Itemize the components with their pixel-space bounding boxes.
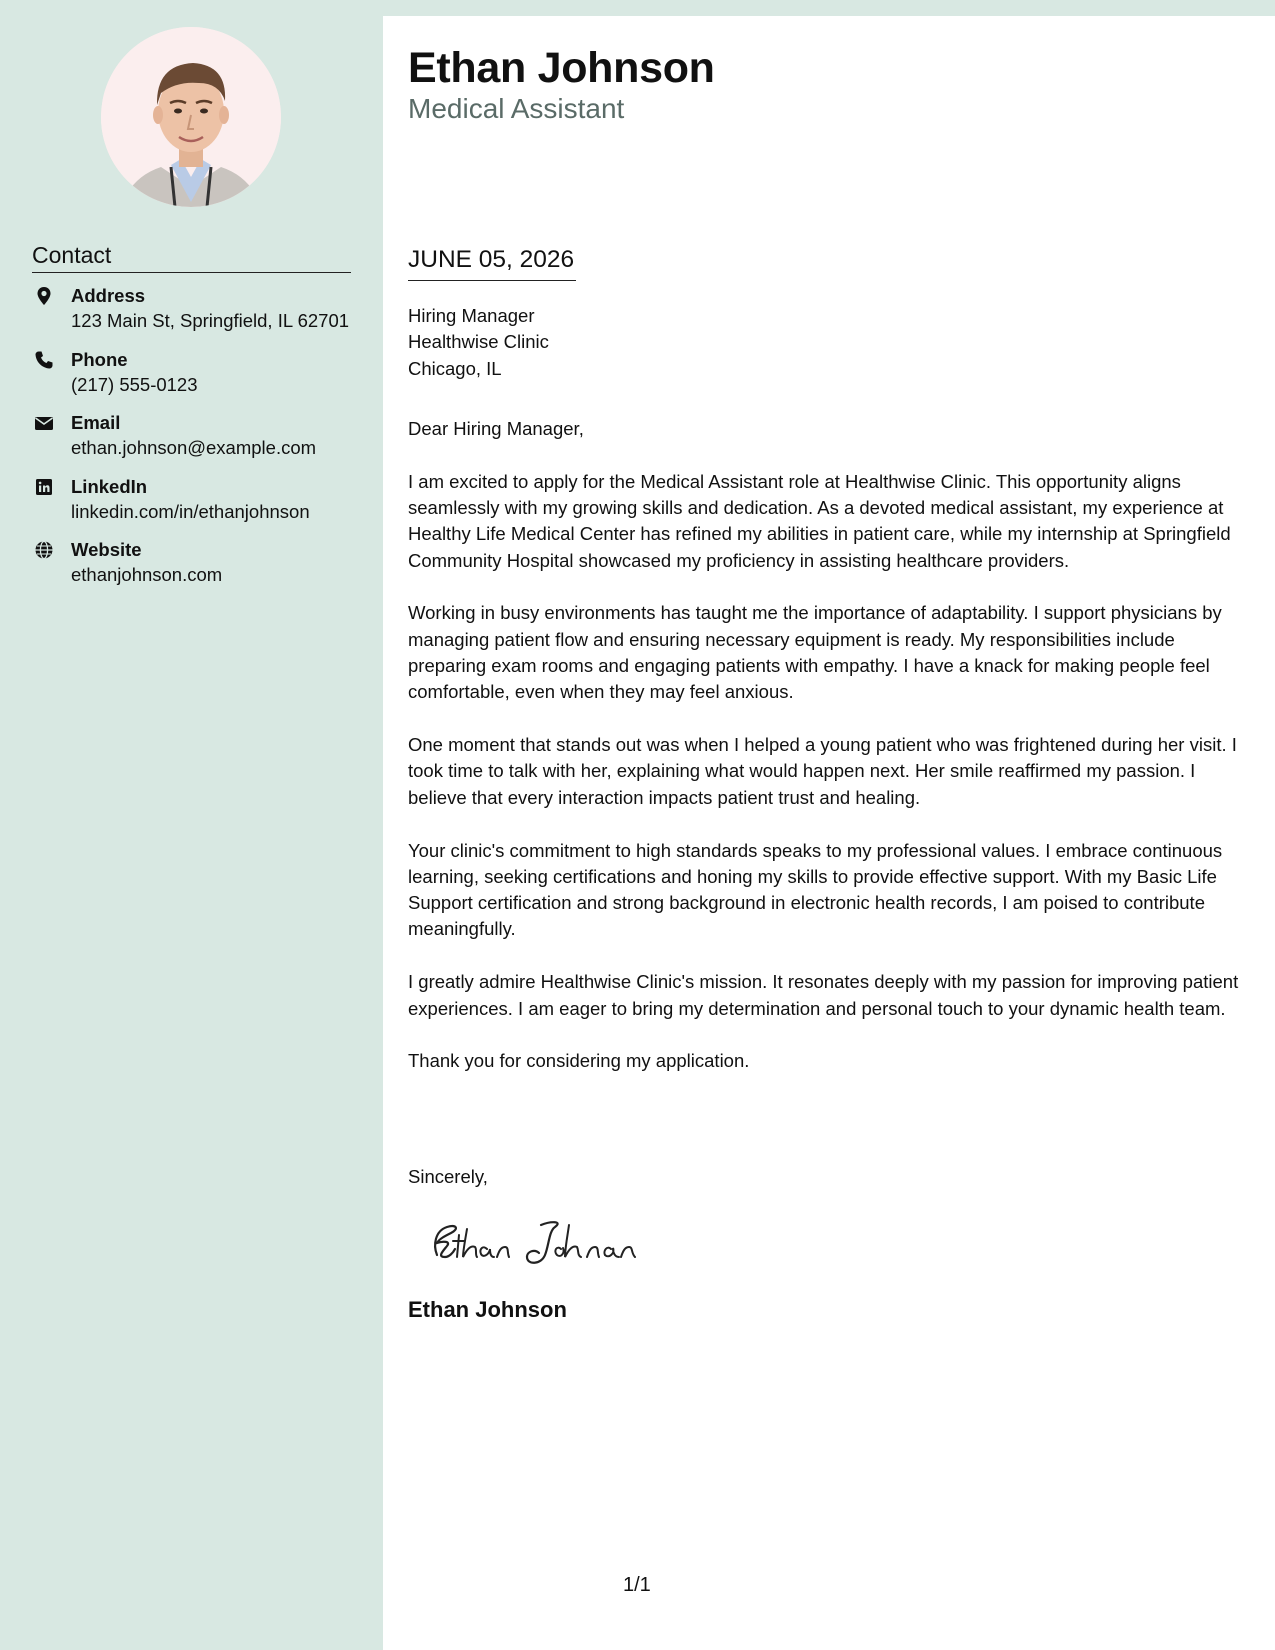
letter-paragraph: I greatly admire Healthwise Clinic's mission. It resonates deeply with my passion for improving patient experiences. I am eager to bring my determination and personal touch to your dynamic health team. — [408, 971, 1239, 1019]
globe-icon — [34, 540, 54, 560]
recipient-line: Hiring Manager — [408, 305, 535, 326]
recipient-line: Healthwise Clinic — [408, 331, 549, 353]
contact-value: linkedin.com/in/ethanjohnson — [71, 500, 310, 522]
job-title: Medical Assistant — [408, 93, 625, 124]
letter-paragraph: Working in busy environments has taught me the importance of adaptability. I support physicians by managing patient flow and ensuring necessary equipment is ready. My responsibilities include preparing exam rooms and engaging patients with empathy. I have a knack for making people feel comfortable, even when they may feel anxious. — [408, 602, 1222, 703]
phone-icon — [34, 350, 54, 370]
contact-label: Website — [71, 539, 142, 560]
contact-label: Phone — [71, 348, 128, 370]
contact-list — [32, 284, 372, 602]
letter-date: JUNE 05, 2026 — [408, 244, 576, 281]
profile-photo — [101, 27, 281, 207]
location-pin-icon — [34, 286, 54, 306]
linkedin-icon — [34, 477, 54, 497]
recipient-line: Chicago, IL — [408, 357, 502, 379]
letter-paragraph: I am excited to apply for the Medical Assistant role at Healthwise Clinic. This opportunity aligns seamlessly with my growing skills and dedication. As a devoted medical assistant, my experience at Healthy Life Medical Center has refined my abilities in patient care, while my internship at Springfield Community Hospital showcased my proficiency in assisting healthcare providers. — [408, 470, 1231, 571]
contact-item-website — [32, 538, 372, 602]
letter-page — [383, 16, 1275, 1650]
contact-heading: Contact — [32, 240, 351, 273]
contact-value: 123 Main St, Springfield, IL 62701 — [71, 310, 350, 331]
closing: Sincerely, — [408, 1166, 488, 1187]
sidebar — [0, 0, 383, 1650]
contact-value: (217) 555-0123 — [71, 373, 198, 395]
applicant-name: Ethan Johnson — [408, 44, 715, 92]
contact-item-email — [32, 411, 372, 475]
contact-item-address — [32, 284, 372, 348]
contact-label: Address — [71, 285, 146, 306]
page-number: 1/1 — [623, 1574, 651, 1596]
letter-paragraph: Thank you for considering my application. — [408, 1050, 750, 1072]
contact-label: Email — [71, 412, 121, 433]
signer-name: Ethan Johnson — [408, 1297, 567, 1322]
contact-item-linkedin — [32, 475, 372, 539]
contact-value: ethanjohnson.com — [71, 564, 223, 585]
recipient-block — [408, 303, 549, 382]
contact-item-phone — [32, 348, 372, 412]
letter-body — [408, 416, 1253, 1101]
handwritten-signature — [423, 1211, 663, 1271]
letter-paragraph: One moment that stands out was when I helped a young patient who was frightened during her visit. I took time to talk with her, explaining what would happen next. Her smile reaffirmed my passion. I believe that every interaction impacts patient trust and healing. — [408, 734, 1237, 808]
letter-paragraph: Your clinic's commitment to high standards speaks to my professional values. I embrace continuous learning, seeking certifications and honing my skills to provide effective support. With my Basic Life Support certification and strong background in electronic health records, I am poised to contribute meaningfully. — [408, 839, 1223, 940]
contact-value: ethan.johnson@example.com — [71, 437, 317, 458]
envelope-icon — [34, 413, 54, 433]
portrait-illustration — [101, 27, 281, 207]
salutation: Dear Hiring Manager, — [408, 418, 584, 439]
contact-label: LinkedIn — [71, 475, 148, 497]
